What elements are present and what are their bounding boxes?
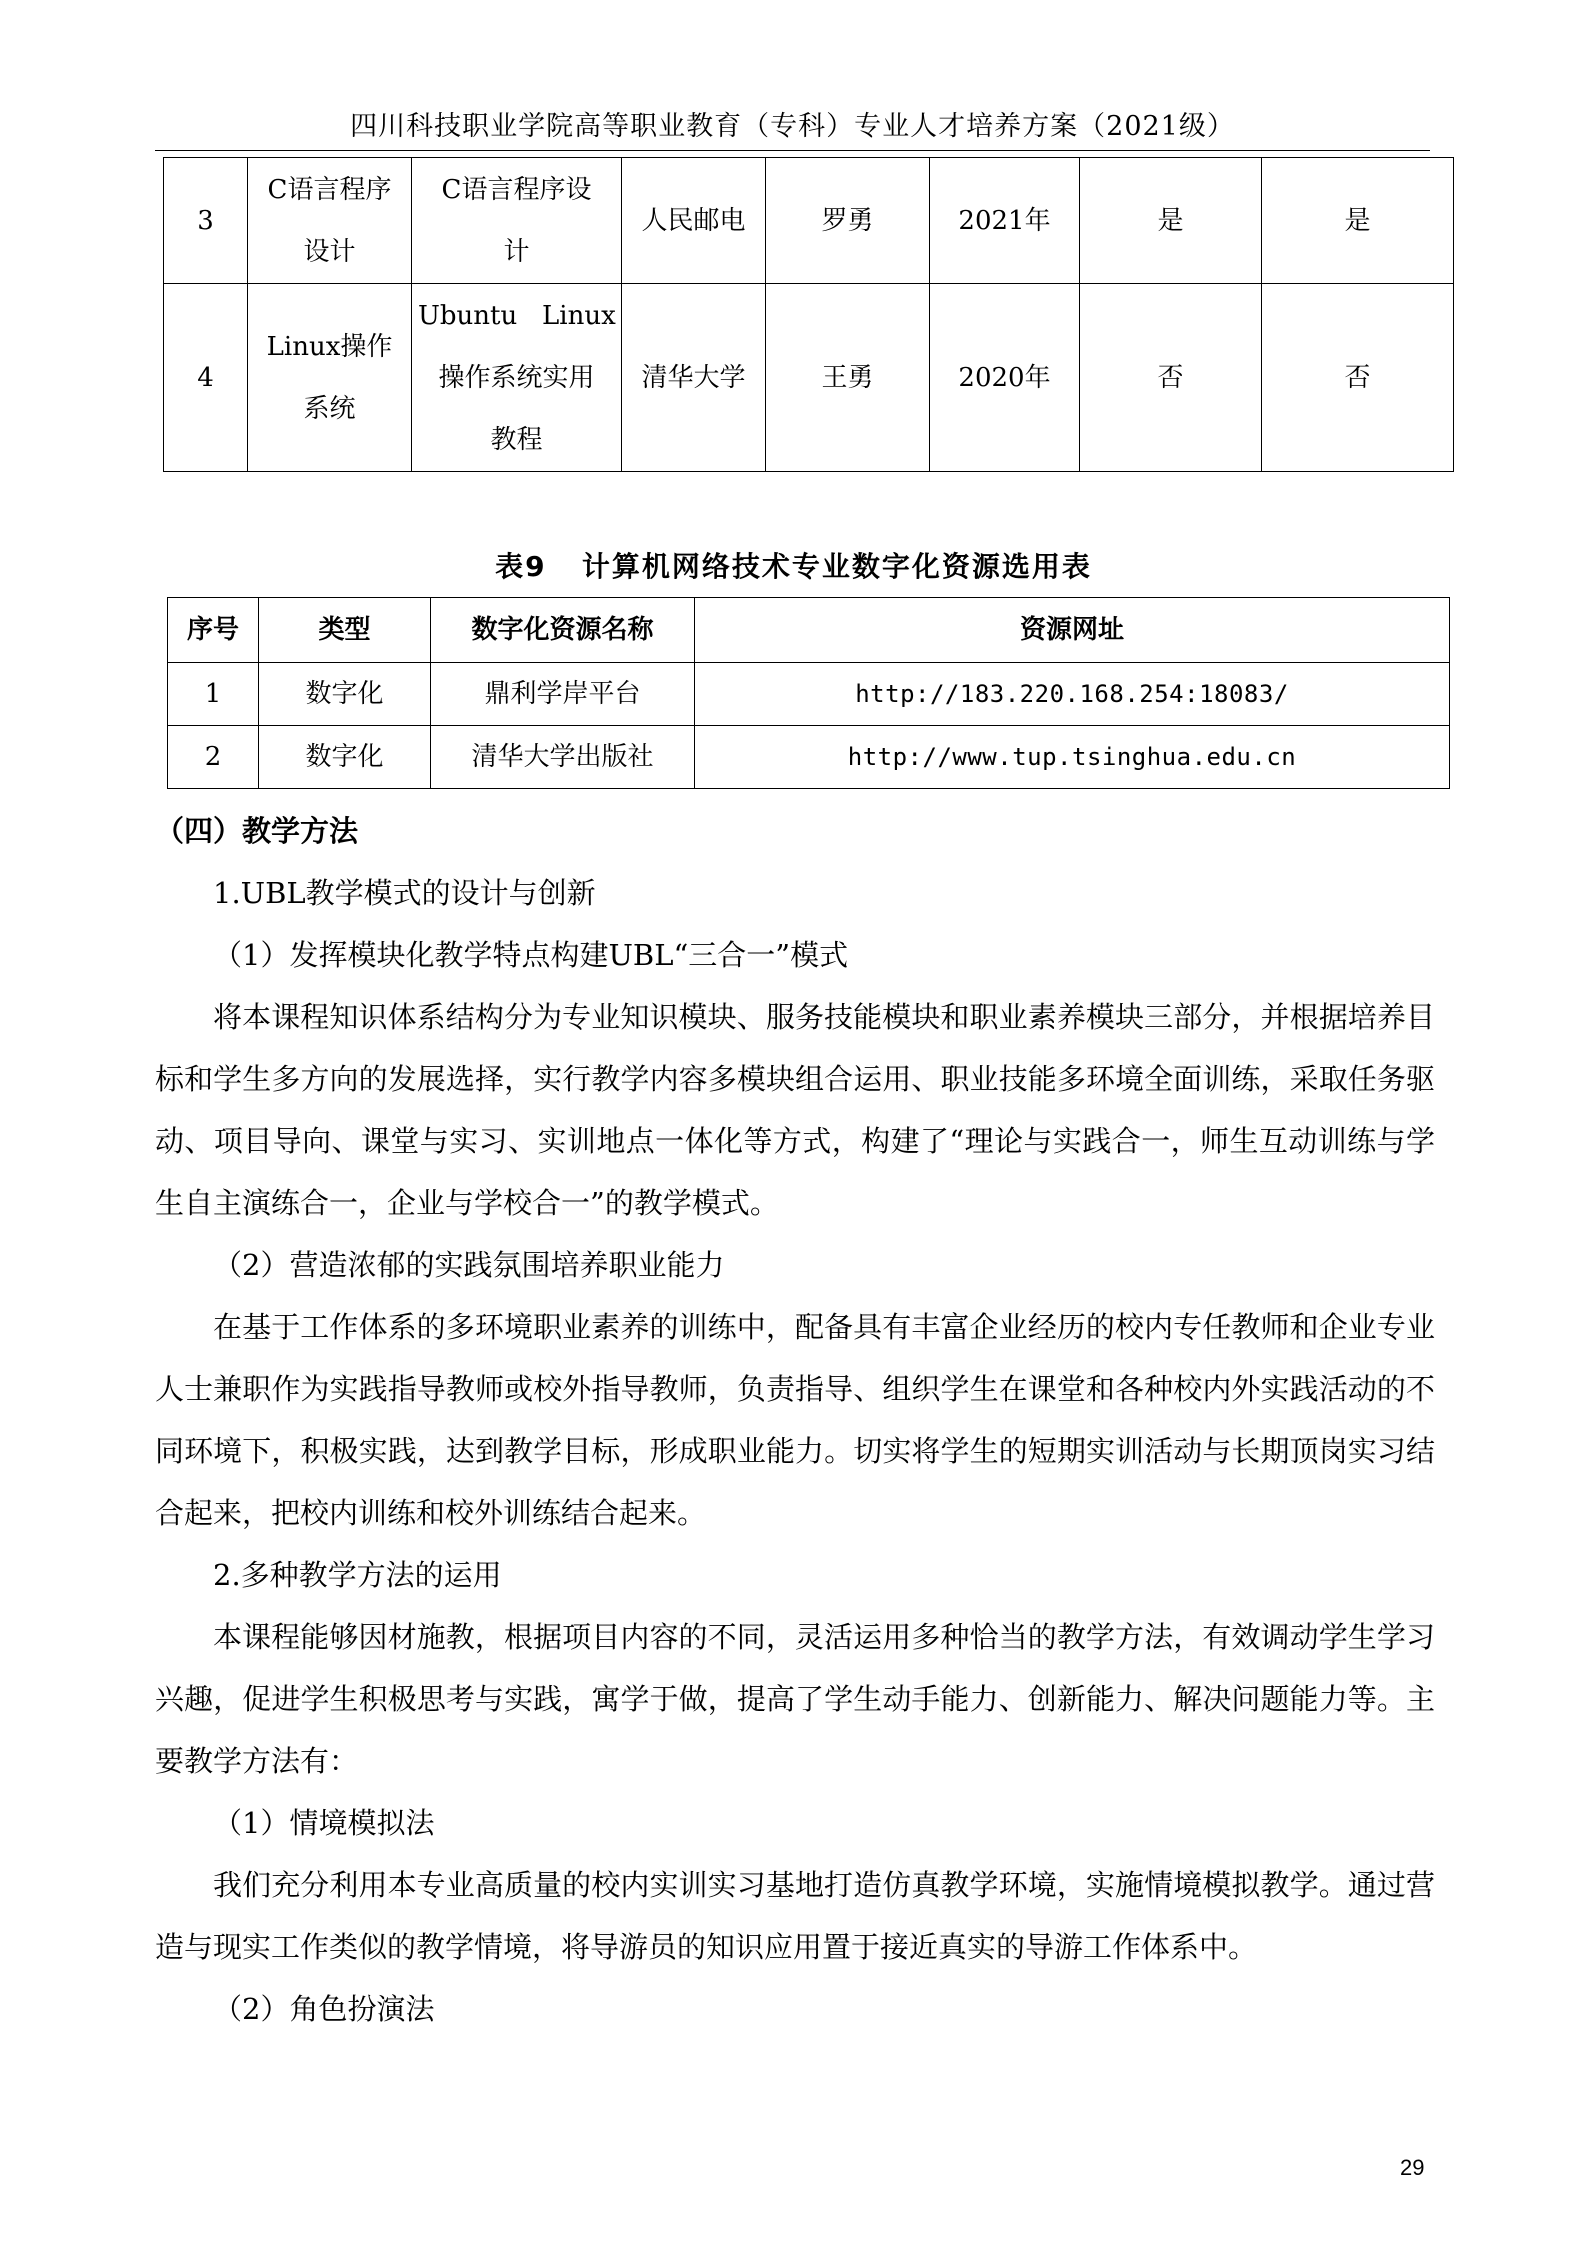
table-header-row: [168, 598, 1450, 663]
cell-resource-name: 清华大学出版社: [431, 726, 695, 789]
cell-author: 罗勇: [766, 158, 930, 284]
table-row: [164, 158, 1454, 284]
paragraph-2: 在基于工作体系的多环境职业素养的训练中，配备具有丰富企业经历的校内专任教师和企业专业人士兼职作为实践指导教师或校外指导教师，负责指导、组织学生在课堂和各种校内外实践活动的不同环境下，积极实践，达到教学目标，形成职业能力。切实将学生的短期实训活动与长期顶岗实习结合起来，把校内训练和校外训练结合起来。: [155, 1310, 1435, 1530]
cell-author: 王勇: [766, 284, 930, 472]
cell-publisher: 清华大学: [622, 284, 766, 472]
table-row: [164, 284, 1454, 472]
subheading-1-1: （1）发挥模块化教学特点构建UBL“三合一”模式: [213, 938, 849, 972]
cell-type: 数字化: [259, 726, 431, 789]
cell-no: 4: [164, 284, 248, 472]
subheading-2: 2.多种教学方法的运用: [213, 1558, 502, 1592]
table-row: [168, 726, 1450, 789]
header-no: 序号: [168, 598, 259, 663]
cell-no: 2: [168, 726, 259, 789]
table-row: [168, 663, 1450, 726]
cell-url: http://www.tup.tsinghua.edu.cn: [695, 726, 1450, 789]
subheading-2-2: （2）角色扮演法: [213, 1992, 435, 2026]
paragraph-4: 我们充分利用本专业高质量的校内实训实习基地打造仿真教学环境，实施情境模拟教学。通过营造与现实工作类似的教学情境，将导游员的知识应用置于接近真实的导游工作体系中。: [155, 1868, 1435, 1964]
subheading-1-2: （2）营造浓郁的实践氛围培养职业能力: [213, 1248, 725, 1282]
section-heading: （四）教学方法: [155, 814, 359, 848]
cell-flag-1: 是: [1080, 158, 1262, 284]
cell-no: 3: [164, 158, 248, 284]
cell-flag-2: 否: [1262, 284, 1454, 472]
header-rule: [155, 150, 1430, 151]
digital-resources-table: [167, 597, 1450, 789]
cell-no: 1: [168, 663, 259, 726]
header-resource-name: 数字化资源名称: [431, 598, 695, 663]
header-type: 类型: [259, 598, 431, 663]
page-header-title: 四川科技职业学院高等职业教育（专科）专业人才培养方案（2021级）: [350, 111, 1235, 142]
textbook-table-continued: [163, 157, 1454, 472]
cell-flag-2: 是: [1262, 158, 1454, 284]
cell-url: http://183.220.168.254:18083/: [695, 663, 1450, 726]
cell-resource-name: 鼎利学岸平台: [431, 663, 695, 726]
paragraph-1: 将本课程知识体系结构分为专业知识模块、服务技能模块和职业素养模块三部分，并根据培养目标和学生多方向的发展选择，实行教学内容多模块组合运用、职业技能多环境全面训练，采取任务驱动、项目导向、课堂与实习、实训地点一体化等方式，构建了“理论与实践合一，师生互动训练与学生自主演练合一，企业与学校合一”的教学模式。: [155, 1000, 1435, 1220]
cell-year: 2020年: [930, 284, 1080, 472]
cell-course: Linux操作 系统: [248, 284, 412, 472]
body-text: [155, 800, 1435, 2040]
subheading-2-1: （1）情境模拟法: [213, 1806, 435, 1840]
cell-book: Ubuntu Linux 操作系统实用 教程: [412, 284, 622, 472]
cell-flag-1: 否: [1080, 284, 1262, 472]
cell-course: C语言程序 设计: [248, 158, 412, 284]
paragraph-3: 本课程能够因材施教，根据项目内容的不同，灵活运用多种恰当的教学方法，有效调动学生学习兴趣，促进学生积极思考与实践，寓学于做，提高了学生动手能力、创新能力、解决问题能力等。主要教学方法有：: [155, 1620, 1435, 1778]
header-url: 资源网址: [695, 598, 1450, 663]
subheading-1: 1.UBL教学模式的设计与创新: [213, 876, 596, 910]
cell-publisher: 人民邮电: [622, 158, 766, 284]
table-9-caption: 表9 计算机网络技术专业数字化资源选用表: [495, 550, 1092, 583]
cell-type: 数字化: [259, 663, 431, 726]
cell-book: C语言程序设 计: [412, 158, 622, 284]
cell-year: 2021年: [930, 158, 1080, 284]
page-number: 29: [1400, 2155, 1425, 2180]
